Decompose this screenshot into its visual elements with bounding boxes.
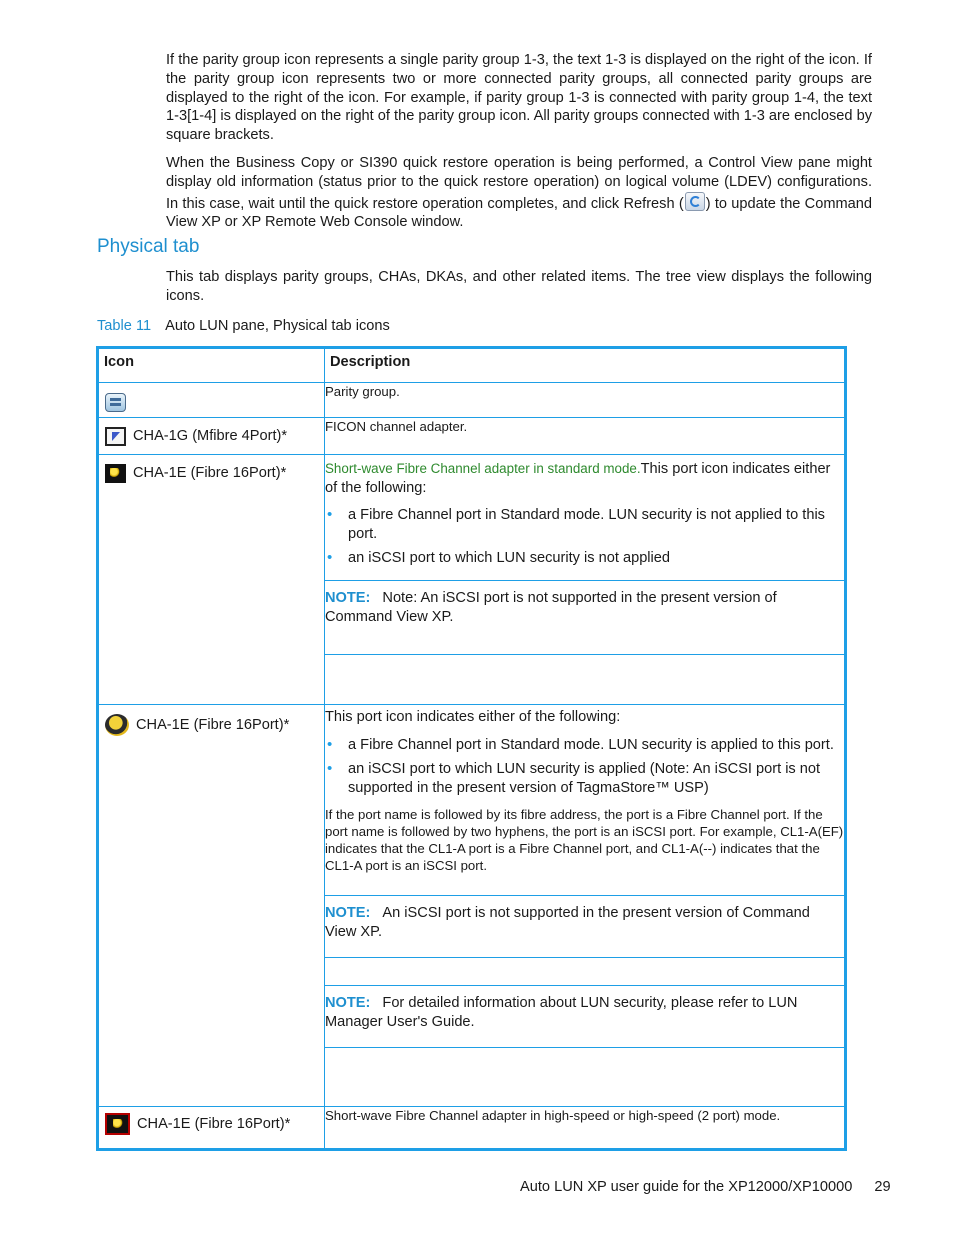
paragraph-quick-restore xyxy=(166,154,872,232)
row-label: CHA-1E (Fibre 16Port)* xyxy=(136,716,290,733)
paragraph-physical-tab: This tab displays parity groups, CHAs, DKAs, and other related items. The tree view displays the following icons. xyxy=(166,269,872,304)
note-label: NOTE: xyxy=(325,589,371,606)
cell-description: Parity group. xyxy=(325,383,846,418)
green-description: Short-wave Fibre Channel adapter in standard mode. xyxy=(325,461,641,476)
row-label: CHA-1E (Fibre 16Port)* xyxy=(133,465,287,482)
note-box xyxy=(325,985,844,1048)
table-row xyxy=(98,705,846,1107)
cell-description xyxy=(325,705,846,1107)
section-title: Physical tab xyxy=(97,236,200,257)
description-text: This port icon indicates either of the following: xyxy=(325,461,831,496)
table-header-row xyxy=(98,348,846,383)
table-caption-number: Table 11 xyxy=(97,318,152,334)
table-row xyxy=(98,383,846,418)
cell-description: FICON channel adapter. xyxy=(325,418,846,455)
refresh-icon xyxy=(685,192,705,211)
list-item: • an iSCSI port to which LUN security is not applied xyxy=(348,549,844,568)
page-footer xyxy=(520,1179,891,1195)
header-icon: Icon xyxy=(98,348,325,383)
note-label: NOTE: xyxy=(325,995,371,1012)
row-label: CHA-1G (Mfibre 4Port)* xyxy=(133,428,288,445)
cell-description xyxy=(325,455,846,705)
note-box xyxy=(325,895,844,958)
page-number: 29 xyxy=(874,1179,891,1195)
icons-table xyxy=(96,346,847,1151)
cell-description: Short-wave Fibre Channel adapter in high-speed or high-speed (2 port) mode. xyxy=(325,1107,846,1150)
bullet-list xyxy=(325,506,844,568)
cell-icon xyxy=(98,455,325,705)
table-caption xyxy=(97,318,390,334)
paragraph-parity-group-text: If the parity group icon represents a single parity group 1-3, the text 1-3 is displayed on the right of the icon. If the parity group icon represents two or more connected parity groups, all connected parity groups are displayed to the right of the icon. For example, if parity group 1-3 is connected with parity group 1-4, the text 1-3[1-4] is displayed on the right of the parity group icon. All parity groups connected with 1-3 are enclosed by square brackets. xyxy=(166,52,872,144)
note-box xyxy=(325,580,844,655)
p2-before: When the Business Copy or SI390 quick restore operation is being performed, a Control View pane might display old information (status prior to the quick restore operation) on logical volume (LDEV) configurations. In this case, wait until the quick restore operation completes, and click Refresh ( xyxy=(166,155,872,212)
note-text: An iSCSI port is not supported in the present version of Command View XP. xyxy=(325,905,810,940)
fibre-address-explanation: If the port name is followed by its fibre address, the port is a Fibre Channel port. If the port name is followed by two hyphens, the port is an iSCSI port. For example, CL1-A(EF) indicates that the CL1-A port is a Fibre Channel port, and CL1-A(--) indicates that the CL1-A port is an iSCSI port. xyxy=(325,807,844,874)
row-label: CHA-1E (Fibre 16Port)* xyxy=(137,1115,291,1132)
description-text: This port icon indicates either of the following: xyxy=(325,709,621,725)
fibre-port-highspeed-icon xyxy=(105,1113,130,1135)
table-row xyxy=(98,455,846,705)
note-label: NOTE: xyxy=(325,905,371,922)
cell-icon xyxy=(98,705,325,1107)
ficon-adapter-icon xyxy=(105,427,126,446)
list-item: • an iSCSI port to which LUN security is applied (Note: An iSCSI port is not supported in the present version of TagmaStore™ USP) xyxy=(348,760,844,797)
footer-title: Auto LUN XP user guide for the XP12000/XP10000 xyxy=(520,1179,853,1195)
cell-icon xyxy=(98,1107,325,1150)
header-description: Description xyxy=(325,348,846,383)
cell-icon xyxy=(98,383,325,418)
table-caption-text: Auto LUN pane, Physical tab icons xyxy=(165,318,390,334)
cell-icon xyxy=(98,418,325,455)
table-row xyxy=(98,418,846,455)
note-text: For detailed information about LUN security, please refer to LUN Manager User's Guide. xyxy=(325,995,798,1030)
list-item: • a Fibre Channel port in Standard mode. LUN security is applied to this port. xyxy=(348,736,844,755)
p2-after: ) to update the Command View XP or XP Remote Web Console window. xyxy=(166,195,872,231)
table-row xyxy=(98,1107,846,1150)
bullet-list xyxy=(325,736,844,798)
list-item: • a Fibre Channel port in Standard mode. LUN security is not applied to this port. xyxy=(348,506,844,543)
fibre-port-icon xyxy=(105,464,126,483)
note-text: Note: An iSCSI port is not supported in the present version of Command View XP. xyxy=(325,589,777,625)
parity-group-icon xyxy=(105,393,126,412)
fibre-port-secured-icon xyxy=(105,714,129,736)
